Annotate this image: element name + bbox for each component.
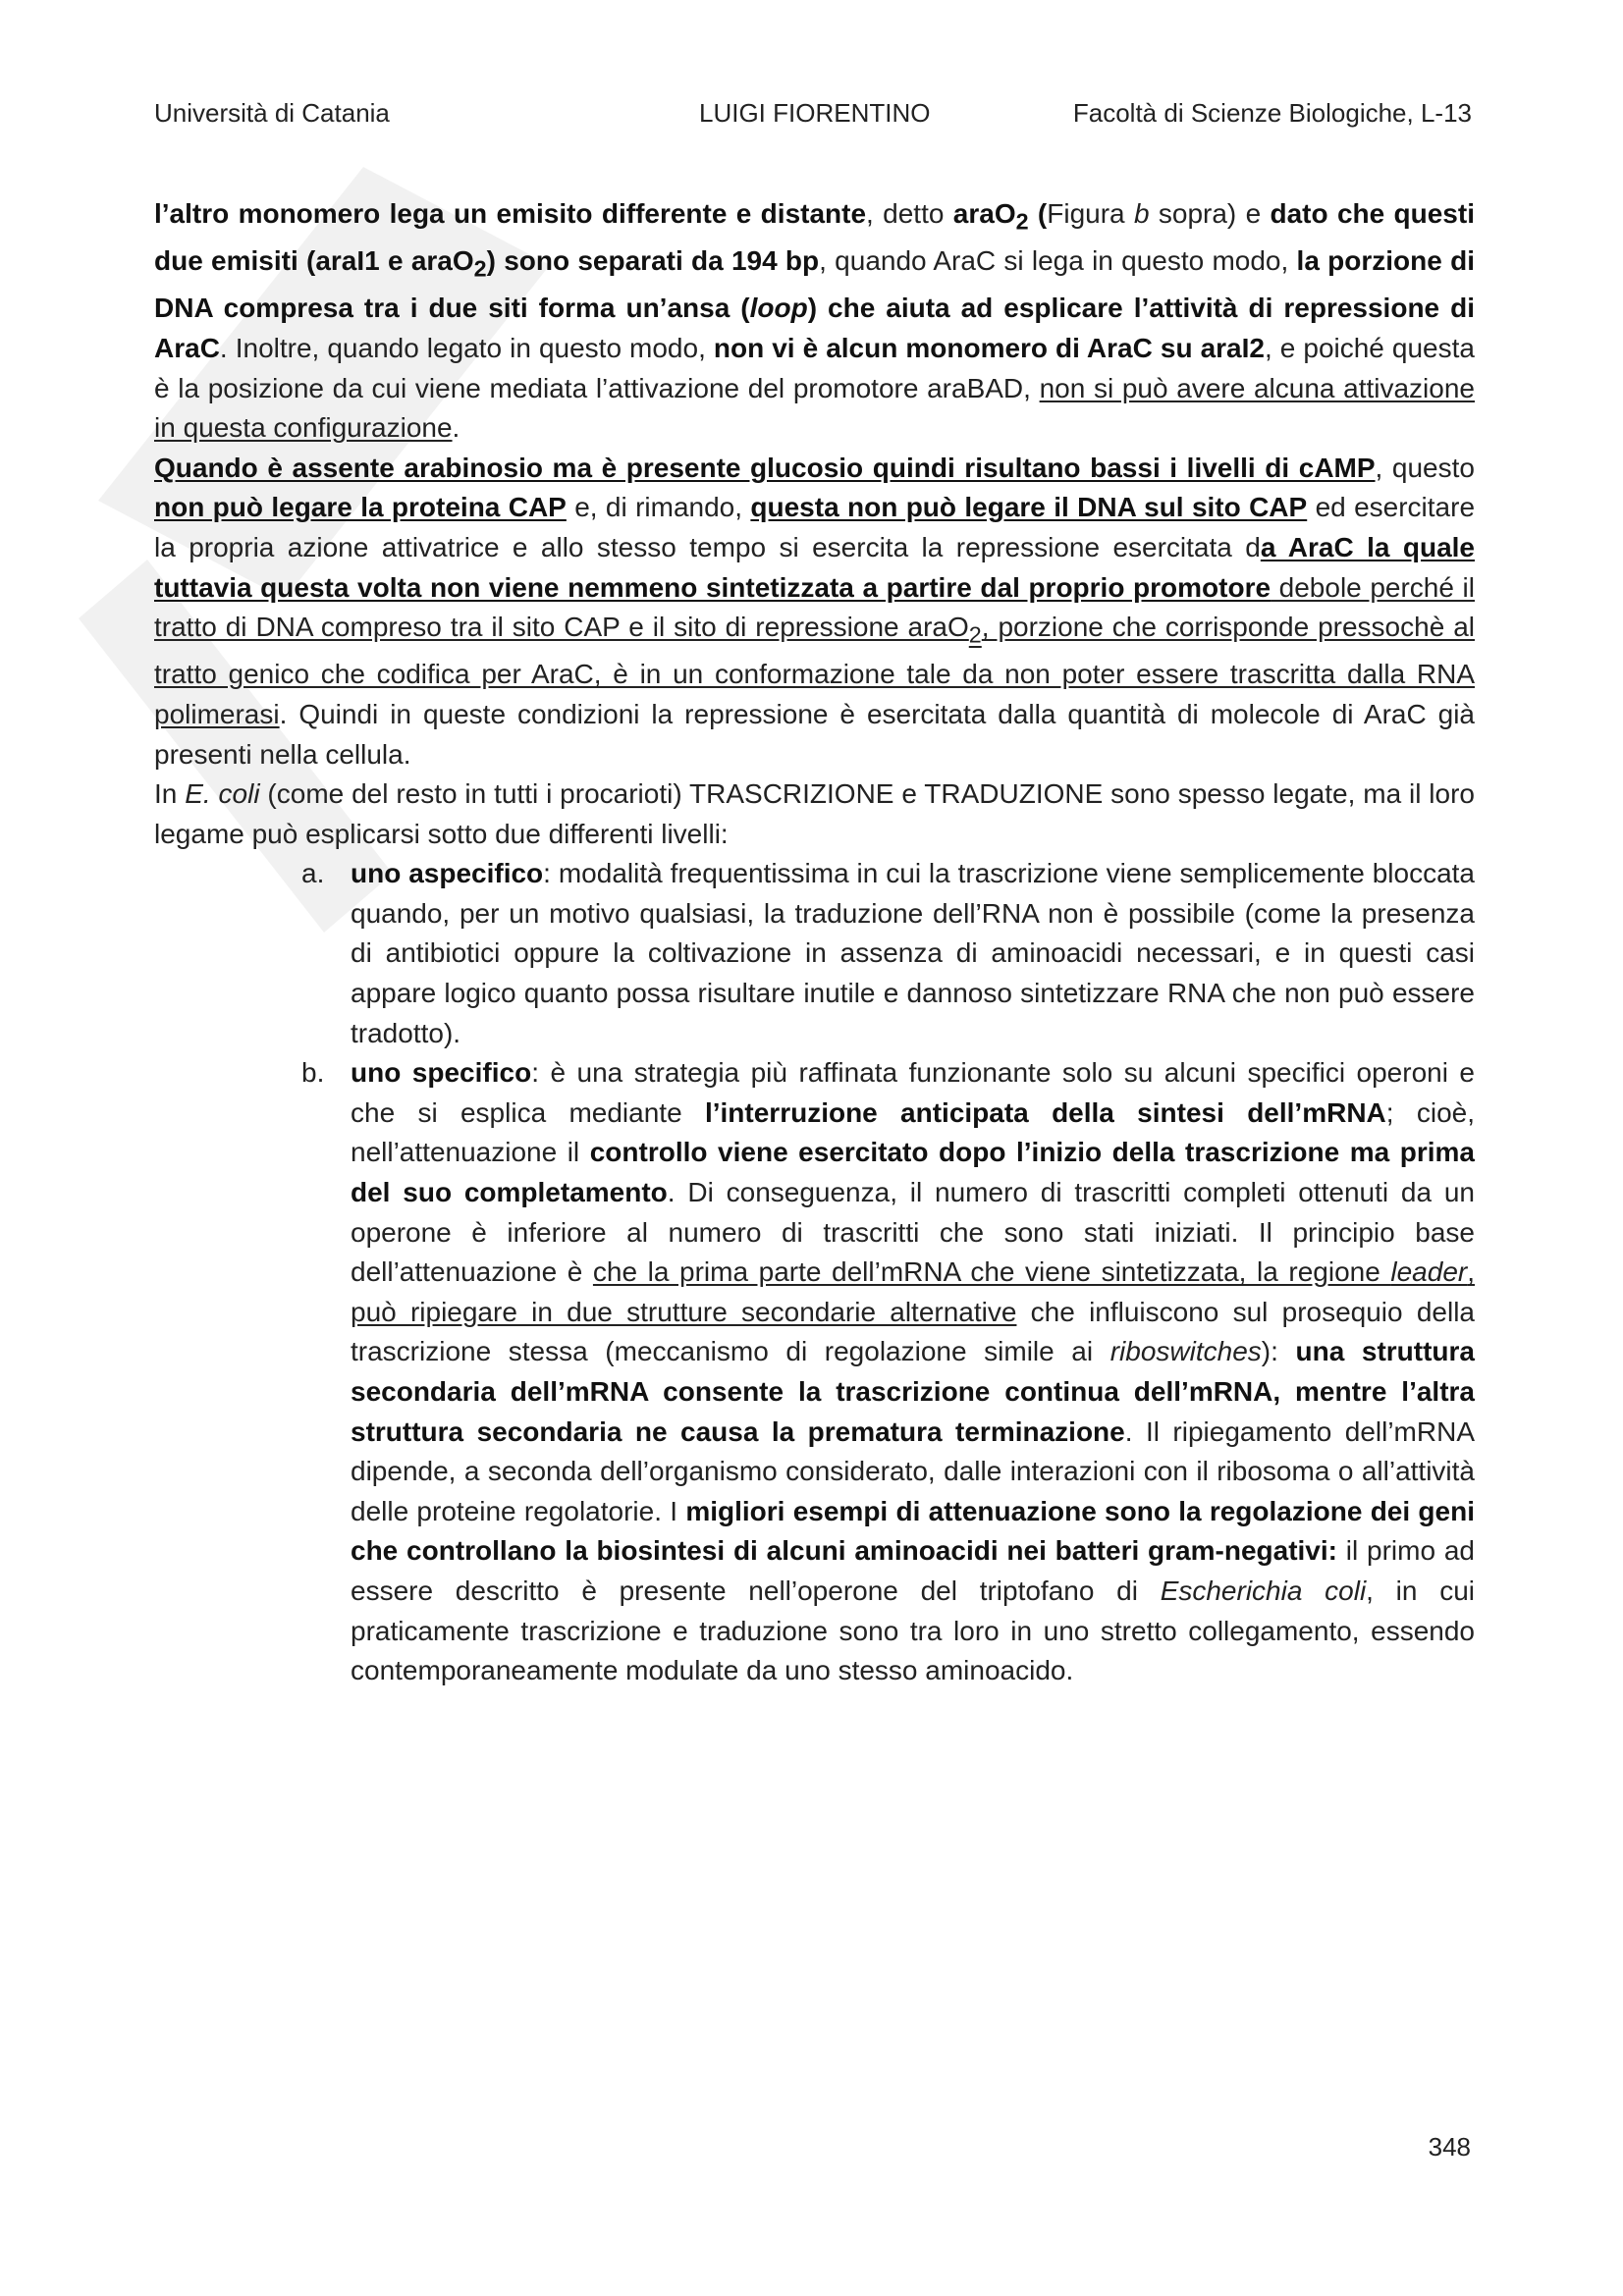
text: , detto bbox=[866, 198, 953, 229]
text: che influiscono sul prosequio della trascrizione stessa (meccanismo di regolazione simile ai bbox=[351, 1296, 1475, 1367]
subscript: 2 bbox=[1015, 208, 1029, 235]
list-item-b bbox=[154, 1053, 1475, 1691]
levels-list bbox=[154, 854, 1475, 1690]
text-underlined: debole perché il tratto di DNA compreso tra il sito CAP e il sito di repressione araO bbox=[154, 571, 1475, 643]
text: . Inoltre, quando legato in questo modo, bbox=[219, 332, 714, 363]
subscript: 2 bbox=[968, 621, 982, 648]
text: il primo ad essere descritto è presente nell’operone del triptofano di bbox=[351, 1535, 1476, 1606]
header-faculty: Facoltà di Scienze Biologiche, L-13 bbox=[1072, 98, 1472, 128]
text: , quando AraC si lega in questo modo, bbox=[819, 245, 1297, 277]
text-italic: riboswitches bbox=[1109, 1336, 1262, 1367]
text: sopra) e bbox=[1149, 198, 1271, 229]
text-italic: E. coli bbox=[185, 778, 260, 810]
text: . Il ripiegamento dell’mRNA dipende, a seconda dell’organismo considerato, dalle interazioni con il ribosoma o all’attività delle proteine regolatorie. I bbox=[351, 1415, 1475, 1526]
paragraph-transcription-translation bbox=[154, 774, 1475, 854]
text-bold-italic: loop bbox=[749, 293, 808, 324]
text: . Di conseguenza, il numero di trascritti completi ottenuti da un operone è inferiore al numero di trascritti che sono stati iniziati. Il principio base dell’attenuazione è bbox=[351, 1177, 1475, 1288]
subscript: 2 bbox=[473, 255, 487, 282]
text-bold: uno aspecifico bbox=[351, 858, 544, 889]
text-bold-underlined: a AraC la quale tuttavia questa volta non viene nemmeno sintetizzata a partire dal proprio promotore bbox=[154, 531, 1475, 603]
text-bold: dato che questi due emisiti (araI1 e araO bbox=[154, 198, 1475, 277]
text: : modalità frequentissima in cui la trascrizione viene semplicemente bloccata quando, per un motivo qualsiasi, la traduzione dell’RNA non è possibile (come la presenza di antibiotici oppure la coltivazione in assenza di aminoacidi necessari, e in questi casi appare logico quanto possa risultare inutile e dannoso sintetizzare RNA che non può essere tradotto). bbox=[351, 858, 1476, 1048]
list-marker-b: b. bbox=[301, 1057, 325, 1089]
text-underlined: , può ripiegare in due strutture secondarie alternative bbox=[351, 1256, 1476, 1327]
list-item-a bbox=[154, 854, 1475, 1053]
text-bold: ) che aiuta ad esplicare l’attività di repressione di AraC bbox=[154, 293, 1475, 363]
text-bold: la porzione di DNA compresa tra i due siti forma un’ansa ( bbox=[154, 245, 1475, 324]
text-italic-underlined: leader bbox=[1390, 1256, 1468, 1288]
list-marker-a: a. bbox=[301, 858, 325, 889]
text-bold: l’interruzione anticipata della sintesi dell’mRNA bbox=[704, 1096, 1386, 1128]
text-bold: araO bbox=[952, 198, 1016, 229]
text-italic: Escherichia coli bbox=[1160, 1575, 1367, 1606]
paragraph-arac-loop bbox=[154, 194, 1475, 449]
text-underlined: non si può avere alcuna attivazione in questa configurazione bbox=[154, 372, 1475, 444]
text: , in cui praticamente trascrizione e traduzione sono tra loro in uno stretto collegamento, essendo contemporaneamente modulate da uno stesso aminoacido. bbox=[351, 1575, 1475, 1686]
text: , questo bbox=[1375, 452, 1475, 483]
text-bold-underlined: Quando è assente arabinosio ma è presente glucosio quindi risultano bassi i livelli di cAMP bbox=[154, 452, 1376, 483]
page-number: 348 bbox=[1428, 2132, 1471, 2162]
header-university: Università di Catania bbox=[154, 98, 390, 128]
text: ; cioè, nell’attenuazione il bbox=[351, 1096, 1476, 1168]
text-underlined: , porzione che corrisponde pressochè al tratto genico che codifica per AraC, è in un conformazione tale da non poter essere trascritta dalla RNA polimerasi bbox=[154, 612, 1475, 729]
text: , e poiché questa è la posizione da cui viene mediata l’attivazione del promotore araBAD, bbox=[154, 332, 1475, 403]
text-underlined: che la prima parte dell’mRNA che viene sintetizzata, la regione bbox=[592, 1256, 1391, 1288]
text-bold: ) sono separati da 194 bp bbox=[486, 245, 820, 277]
text: . bbox=[452, 412, 460, 444]
page-body bbox=[154, 194, 1475, 1691]
header-author: LUIGI FIORENTINO bbox=[699, 98, 931, 128]
text-bold-underlined: non può legare la proteina CAP bbox=[154, 492, 567, 523]
paragraph-glucose-camp bbox=[154, 449, 1475, 774]
text: ed esercitare la propria azione attivatrice e allo stesso tempo si esercita la repressione esercitata d bbox=[154, 492, 1476, 562]
text: e, di rimando, bbox=[566, 492, 751, 523]
text: ): bbox=[1261, 1336, 1296, 1367]
text-bold: migliori esempi di attenuazione sono la regolazione dei geni che controllano la biosintesi di alcuni aminoacidi nei batteri gram-negativi: bbox=[351, 1495, 1475, 1567]
text-italic: b bbox=[1133, 198, 1150, 229]
text: : è una strategia più raffinata funzionante solo su alcuni specifici operoni e che si esplica mediante bbox=[351, 1057, 1476, 1128]
text-bold: ( bbox=[1028, 198, 1048, 229]
text-bold: uno specifico bbox=[351, 1057, 532, 1089]
text-bold: non vi è alcun monomero di AraC su araI2 bbox=[713, 332, 1265, 363]
text-bold: controllo viene esercitato dopo l’inizio della trascrizione ma prima del suo completamento bbox=[351, 1137, 1475, 1208]
text-bold-underlined: questa non può legare il DNA sul sito CAP bbox=[750, 492, 1308, 523]
text-bold: l’altro monomero lega un emisito differente e distante bbox=[154, 198, 867, 229]
text: Figura bbox=[1047, 198, 1134, 229]
text: (come del resto in tutti i procarioti) TRASCRIZIONE e TRADUZIONE sono spesso legate, ma il loro legame può esplicarsi sotto due differenti livelli: bbox=[154, 778, 1475, 849]
page-header bbox=[154, 98, 1472, 137]
text: In bbox=[154, 778, 186, 810]
text-bold: una struttura secondaria dell’mRNA consente la trascrizione continua dell’mRNA, mentre l’altra struttura secondaria ne causa la prematura terminazione bbox=[351, 1336, 1476, 1447]
text: . Quindi in queste condizioni la repressione è esercitata dalla quantità di molecole di AraC già presenti nella cellula. bbox=[154, 698, 1475, 770]
